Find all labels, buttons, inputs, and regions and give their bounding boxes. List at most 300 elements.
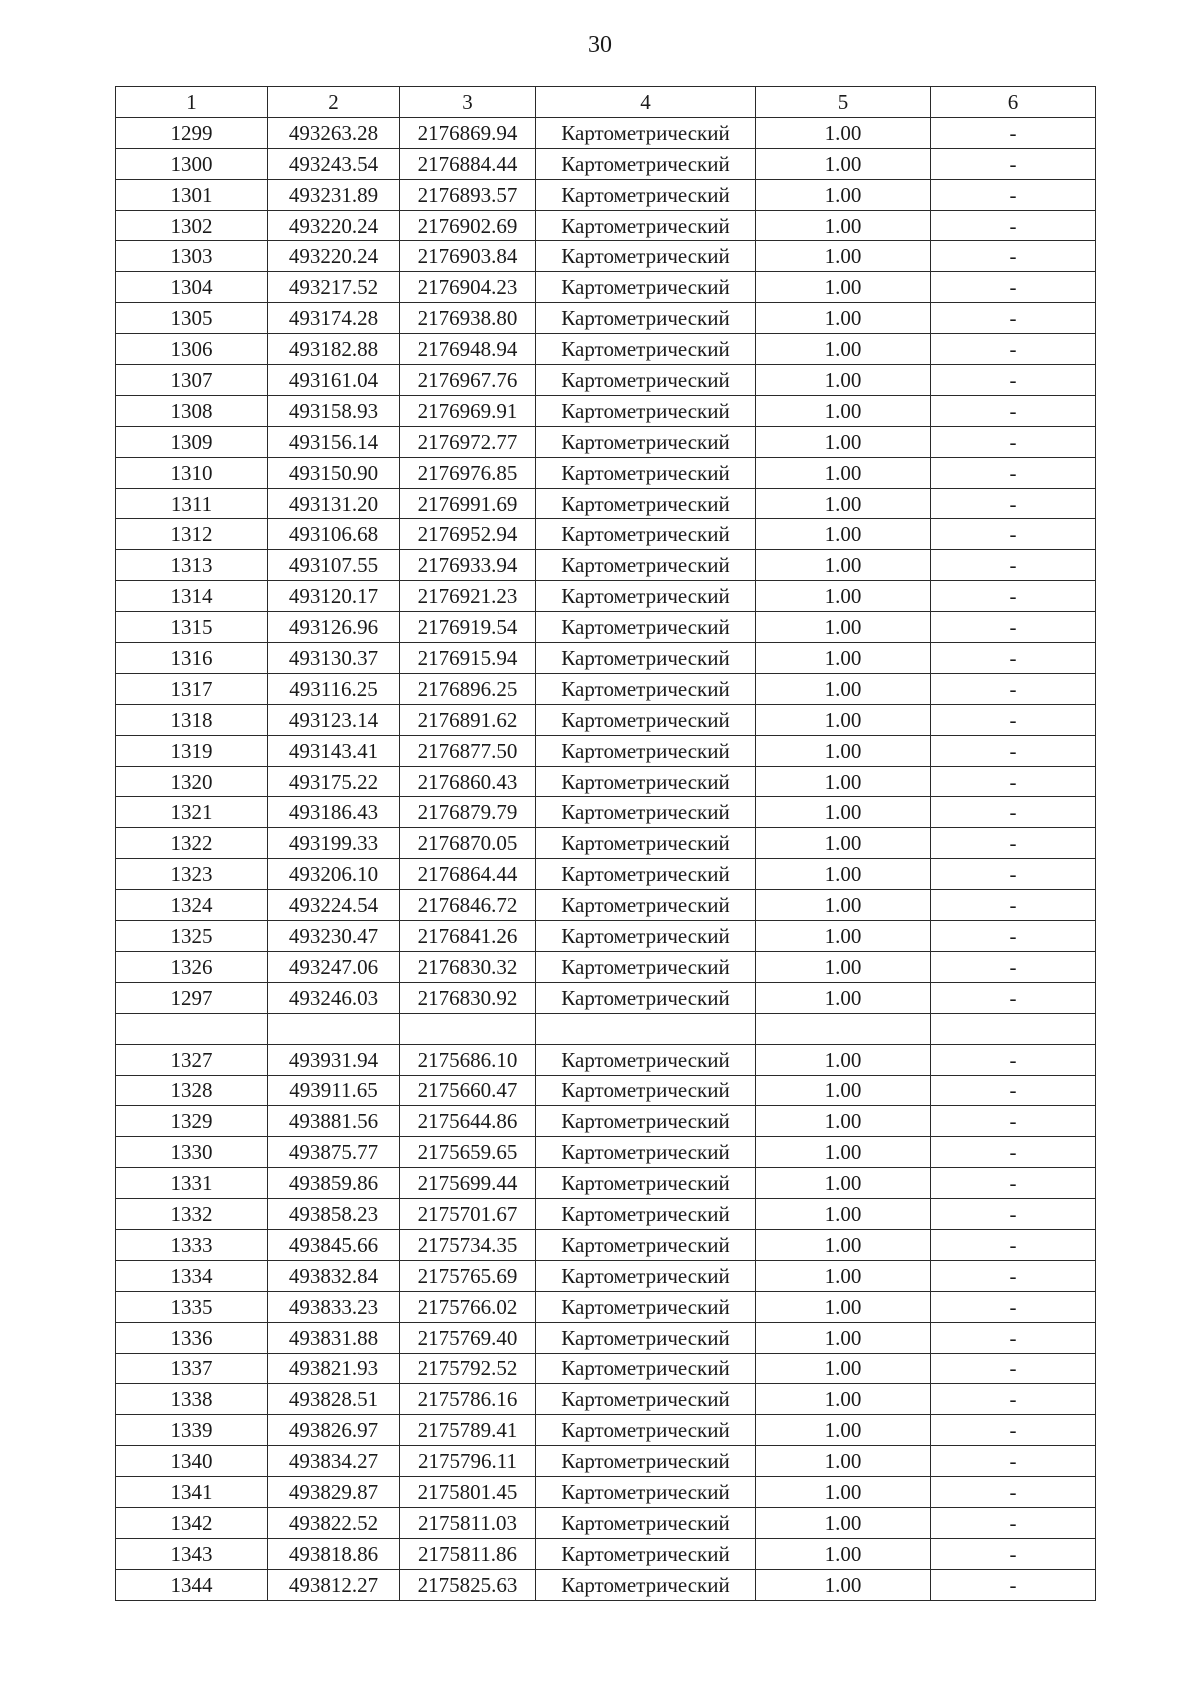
x-coordinate-cell: 493224.54 — [268, 890, 400, 921]
y-coordinate-cell: 2176830.92 — [400, 982, 536, 1013]
description-cell: - — [931, 951, 1096, 982]
y-coordinate-cell: 2176902.69 — [400, 210, 536, 241]
description-cell — [931, 1013, 1096, 1044]
method-cell: Картометрический — [536, 1415, 756, 1446]
y-coordinate-cell: 2176967.76 — [400, 365, 536, 396]
description-cell: - — [931, 1229, 1096, 1260]
accuracy-cell: 1.00 — [756, 704, 931, 735]
x-coordinate-cell: 493834.27 — [268, 1446, 400, 1477]
point-number-cell: 1344 — [116, 1569, 268, 1600]
y-coordinate-cell: 2175769.40 — [400, 1322, 536, 1353]
x-coordinate-cell: 493858.23 — [268, 1199, 400, 1230]
point-number-cell: 1316 — [116, 643, 268, 674]
description-cell: - — [931, 643, 1096, 674]
method-cell: Картометрический — [536, 1538, 756, 1569]
table-row — [116, 643, 1096, 674]
header-cell-2: 2 — [268, 87, 400, 118]
y-coordinate-cell: 2176879.79 — [400, 797, 536, 828]
y-coordinate-cell: 2175686.10 — [400, 1044, 536, 1075]
y-coordinate-cell: 2175734.35 — [400, 1229, 536, 1260]
table-row — [116, 1507, 1096, 1538]
x-coordinate-cell: 493859.86 — [268, 1168, 400, 1199]
table-row — [116, 951, 1096, 982]
point-number-cell: 1325 — [116, 921, 268, 952]
table-row — [116, 1291, 1096, 1322]
method-cell: Картометрический — [536, 457, 756, 488]
description-cell: - — [931, 1538, 1096, 1569]
accuracy-cell: 1.00 — [756, 1137, 931, 1168]
y-coordinate-cell: 2175659.65 — [400, 1137, 536, 1168]
table-row — [116, 179, 1096, 210]
y-coordinate-cell: 2176991.69 — [400, 488, 536, 519]
description-cell: - — [931, 797, 1096, 828]
table-row — [116, 797, 1096, 828]
accuracy-cell: 1.00 — [756, 612, 931, 643]
y-coordinate-cell: 2176884.44 — [400, 148, 536, 179]
description-cell: - — [931, 1477, 1096, 1508]
accuracy-cell: 1.00 — [756, 1168, 931, 1199]
x-coordinate-cell: 493826.97 — [268, 1415, 400, 1446]
accuracy-cell: 1.00 — [756, 1075, 931, 1106]
description-cell: - — [931, 735, 1096, 766]
point-number-cell: 1333 — [116, 1229, 268, 1260]
table-row — [116, 1353, 1096, 1384]
method-cell: Картометрический — [536, 859, 756, 890]
accuracy-cell: 1.00 — [756, 1538, 931, 1569]
point-number-cell: 1311 — [116, 488, 268, 519]
point-number-cell: 1303 — [116, 241, 268, 272]
table-row — [116, 982, 1096, 1013]
point-number-cell: 1329 — [116, 1106, 268, 1137]
accuracy-cell: 1.00 — [756, 1106, 931, 1137]
x-coordinate-cell: 493220.24 — [268, 210, 400, 241]
accuracy-cell: 1.00 — [756, 1044, 931, 1075]
description-cell: - — [931, 1384, 1096, 1415]
y-coordinate-cell: 2176870.05 — [400, 828, 536, 859]
table-row — [116, 210, 1096, 241]
point-number-cell: 1326 — [116, 951, 268, 982]
description-cell: - — [931, 395, 1096, 426]
method-cell: Картометрический — [536, 519, 756, 550]
description-cell: - — [931, 1260, 1096, 1291]
table-row — [116, 241, 1096, 272]
description-cell: - — [931, 272, 1096, 303]
table-row — [116, 1168, 1096, 1199]
method-cell: Картометрический — [536, 797, 756, 828]
header-cell-5: 5 — [756, 87, 931, 118]
description-cell: - — [931, 1569, 1096, 1600]
y-coordinate-cell: 2175811.86 — [400, 1538, 536, 1569]
method-cell: Картометрический — [536, 210, 756, 241]
point-number-cell: 1342 — [116, 1507, 268, 1538]
y-coordinate-cell: 2176877.50 — [400, 735, 536, 766]
description-cell: - — [931, 457, 1096, 488]
description-cell: - — [931, 766, 1096, 797]
point-number-cell: 1299 — [116, 117, 268, 148]
point-number-cell: 1324 — [116, 890, 268, 921]
description-cell: - — [931, 179, 1096, 210]
y-coordinate-cell: 2175701.67 — [400, 1199, 536, 1230]
x-coordinate-cell: 493220.24 — [268, 241, 400, 272]
table-row — [116, 1477, 1096, 1508]
x-coordinate-cell: 493881.56 — [268, 1106, 400, 1137]
table-row — [116, 117, 1096, 148]
x-coordinate-cell: 493875.77 — [268, 1137, 400, 1168]
x-coordinate-cell: 493931.94 — [268, 1044, 400, 1075]
y-coordinate-cell: 2175789.41 — [400, 1415, 536, 1446]
point-number-cell: 1301 — [116, 179, 268, 210]
table-row — [116, 921, 1096, 952]
y-coordinate-cell: 2176896.25 — [400, 673, 536, 704]
accuracy-cell: 1.00 — [756, 303, 931, 334]
accuracy-cell: 1.00 — [756, 735, 931, 766]
point-number-cell: 1341 — [116, 1477, 268, 1508]
y-coordinate-cell: 2175766.02 — [400, 1291, 536, 1322]
accuracy-cell: 1.00 — [756, 1415, 931, 1446]
table-row — [116, 612, 1096, 643]
x-coordinate-cell: 493828.51 — [268, 1384, 400, 1415]
y-coordinate-cell: 2175811.03 — [400, 1507, 536, 1538]
y-coordinate-cell: 2176952.94 — [400, 519, 536, 550]
accuracy-cell: 1.00 — [756, 241, 931, 272]
method-cell: Картометрический — [536, 426, 756, 457]
description-cell: - — [931, 1446, 1096, 1477]
point-number-cell: 1322 — [116, 828, 268, 859]
point-number-cell: 1338 — [116, 1384, 268, 1415]
method-cell: Картометрический — [536, 303, 756, 334]
x-coordinate-cell: 493175.22 — [268, 766, 400, 797]
accuracy-cell: 1.00 — [756, 859, 931, 890]
method-cell — [536, 1013, 756, 1044]
description-cell: - — [931, 1415, 1096, 1446]
y-coordinate-cell: 2176976.85 — [400, 457, 536, 488]
point-number-cell: 1330 — [116, 1137, 268, 1168]
accuracy-cell: 1.00 — [756, 1569, 931, 1600]
method-cell: Картометрический — [536, 241, 756, 272]
description-cell: - — [931, 1199, 1096, 1230]
method-cell: Картометрический — [536, 1106, 756, 1137]
table-row — [116, 1199, 1096, 1230]
description-cell: - — [931, 704, 1096, 735]
method-cell: Картометрический — [536, 334, 756, 365]
y-coordinate-cell: 2176903.84 — [400, 241, 536, 272]
x-coordinate-cell: 493150.90 — [268, 457, 400, 488]
x-coordinate-cell: 493911.65 — [268, 1075, 400, 1106]
method-cell: Картометрический — [536, 1291, 756, 1322]
accuracy-cell: 1.00 — [756, 365, 931, 396]
method-cell: Картометрический — [536, 982, 756, 1013]
y-coordinate-cell: 2176969.91 — [400, 395, 536, 426]
accuracy-cell: 1.00 — [756, 1477, 931, 1508]
x-coordinate-cell: 493230.47 — [268, 921, 400, 952]
point-number-cell: 1331 — [116, 1168, 268, 1199]
table-row — [116, 488, 1096, 519]
description-cell: - — [931, 426, 1096, 457]
description-cell: - — [931, 1137, 1096, 1168]
x-coordinate-cell: 493821.93 — [268, 1353, 400, 1384]
x-coordinate-cell: 493845.66 — [268, 1229, 400, 1260]
method-cell: Картометрический — [536, 890, 756, 921]
x-coordinate-cell: 493130.37 — [268, 643, 400, 674]
table-body — [116, 87, 1096, 1601]
table-row — [116, 550, 1096, 581]
description-cell: - — [931, 890, 1096, 921]
y-coordinate-cell: 2175786.16 — [400, 1384, 536, 1415]
header-cell-3: 3 — [400, 87, 536, 118]
y-coordinate-cell: 2175660.47 — [400, 1075, 536, 1106]
point-number-cell: 1302 — [116, 210, 268, 241]
method-cell: Картометрический — [536, 179, 756, 210]
x-coordinate-cell: 493120.17 — [268, 581, 400, 612]
point-number-cell: 1305 — [116, 303, 268, 334]
accuracy-cell: 1.00 — [756, 797, 931, 828]
method-cell: Картометрический — [536, 1446, 756, 1477]
y-coordinate-cell: 2176938.80 — [400, 303, 536, 334]
accuracy-cell: 1.00 — [756, 395, 931, 426]
y-coordinate-cell: 2175699.44 — [400, 1168, 536, 1199]
method-cell: Картометрический — [536, 1137, 756, 1168]
description-cell: - — [931, 519, 1096, 550]
method-cell: Картометрический — [536, 365, 756, 396]
description-cell: - — [931, 241, 1096, 272]
point-number-cell: 1312 — [116, 519, 268, 550]
accuracy-cell: 1.00 — [756, 457, 931, 488]
point-number-cell: 1306 — [116, 334, 268, 365]
y-coordinate-cell: 2175825.63 — [400, 1569, 536, 1600]
accuracy-cell: 1.00 — [756, 982, 931, 1013]
y-coordinate-cell: 2176921.23 — [400, 581, 536, 612]
point-number-cell: 1318 — [116, 704, 268, 735]
y-coordinate-cell: 2175765.69 — [400, 1260, 536, 1291]
x-coordinate-cell: 493182.88 — [268, 334, 400, 365]
accuracy-cell: 1.00 — [756, 334, 931, 365]
method-cell: Картометрический — [536, 828, 756, 859]
header-cell-1: 1 — [116, 87, 268, 118]
description-cell: - — [931, 921, 1096, 952]
method-cell: Картометрический — [536, 1044, 756, 1075]
table-row — [116, 1106, 1096, 1137]
description-cell: - — [931, 303, 1096, 334]
method-cell: Картометрический — [536, 1229, 756, 1260]
x-coordinate-cell: 493243.54 — [268, 148, 400, 179]
x-coordinate-cell: 493263.28 — [268, 117, 400, 148]
point-number-cell: 1297 — [116, 982, 268, 1013]
point-number-cell: 1334 — [116, 1260, 268, 1291]
accuracy-cell: 1.00 — [756, 117, 931, 148]
method-cell: Картометрический — [536, 1384, 756, 1415]
accuracy-cell: 1.00 — [756, 643, 931, 674]
header-cell-4: 4 — [536, 87, 756, 118]
header-cell-6: 6 — [931, 87, 1096, 118]
accuracy-cell: 1.00 — [756, 1384, 931, 1415]
page-number: 30 — [588, 32, 612, 58]
table-row — [116, 1538, 1096, 1569]
point-number-cell: 1337 — [116, 1353, 268, 1384]
table-row — [116, 828, 1096, 859]
method-cell: Картометрический — [536, 117, 756, 148]
description-cell: - — [931, 1507, 1096, 1538]
point-number-cell: 1343 — [116, 1538, 268, 1569]
method-cell: Картометрический — [536, 1322, 756, 1353]
accuracy-cell: 1.00 — [756, 426, 931, 457]
table-row — [116, 1322, 1096, 1353]
method-cell: Картометрический — [536, 148, 756, 179]
table-row — [116, 519, 1096, 550]
table-row — [116, 1044, 1096, 1075]
x-coordinate-cell: 493156.14 — [268, 426, 400, 457]
method-cell: Картометрический — [536, 643, 756, 674]
point-number-cell — [116, 1013, 268, 1044]
table-row — [116, 1260, 1096, 1291]
description-cell: - — [931, 1353, 1096, 1384]
y-coordinate-cell: 2176933.94 — [400, 550, 536, 581]
y-coordinate-cell: 2176869.94 — [400, 117, 536, 148]
x-coordinate-cell: 493107.55 — [268, 550, 400, 581]
y-coordinate-cell: 2176893.57 — [400, 179, 536, 210]
accuracy-cell: 1.00 — [756, 519, 931, 550]
y-coordinate-cell: 2176830.32 — [400, 951, 536, 982]
table-row — [116, 1415, 1096, 1446]
description-cell: - — [931, 210, 1096, 241]
point-number-cell: 1309 — [116, 426, 268, 457]
description-cell: - — [931, 612, 1096, 643]
x-coordinate-cell: 493143.41 — [268, 735, 400, 766]
point-number-cell: 1320 — [116, 766, 268, 797]
x-coordinate-cell: 493199.33 — [268, 828, 400, 859]
accuracy-cell: 1.00 — [756, 1260, 931, 1291]
x-coordinate-cell: 493829.87 — [268, 1477, 400, 1508]
point-number-cell: 1304 — [116, 272, 268, 303]
accuracy-cell: 1.00 — [756, 921, 931, 952]
table-row — [116, 1569, 1096, 1600]
point-number-cell: 1327 — [116, 1044, 268, 1075]
accuracy-cell: 1.00 — [756, 148, 931, 179]
point-number-cell: 1308 — [116, 395, 268, 426]
method-cell: Картометрический — [536, 1199, 756, 1230]
point-number-cell: 1317 — [116, 673, 268, 704]
table-row — [116, 272, 1096, 303]
x-coordinate-cell: 493818.86 — [268, 1538, 400, 1569]
y-coordinate-cell: 2176891.62 — [400, 704, 536, 735]
x-coordinate-cell — [268, 1013, 400, 1044]
accuracy-cell: 1.00 — [756, 550, 931, 581]
table-row — [116, 1446, 1096, 1477]
table-row — [116, 1229, 1096, 1260]
method-cell: Картометрический — [536, 673, 756, 704]
point-number-cell: 1315 — [116, 612, 268, 643]
x-coordinate-cell: 493832.84 — [268, 1260, 400, 1291]
method-cell: Картометрический — [536, 272, 756, 303]
point-number-cell: 1319 — [116, 735, 268, 766]
accuracy-cell: 1.00 — [756, 1199, 931, 1230]
table-row — [116, 334, 1096, 365]
table-row — [116, 1075, 1096, 1106]
accuracy-cell: 1.00 — [756, 951, 931, 982]
description-cell: - — [931, 148, 1096, 179]
table-row — [116, 766, 1096, 797]
description-cell: - — [931, 1106, 1096, 1137]
table-row — [116, 859, 1096, 890]
description-cell: - — [931, 1168, 1096, 1199]
description-cell: - — [931, 334, 1096, 365]
accuracy-cell: 1.00 — [756, 1507, 931, 1538]
x-coordinate-cell: 493217.52 — [268, 272, 400, 303]
point-number-cell: 1332 — [116, 1199, 268, 1230]
x-coordinate-cell: 493161.04 — [268, 365, 400, 396]
description-cell: - — [931, 550, 1096, 581]
method-cell: Картометрический — [536, 1168, 756, 1199]
accuracy-cell: 1.00 — [756, 828, 931, 859]
method-cell: Картометрический — [536, 1507, 756, 1538]
x-coordinate-cell: 493206.10 — [268, 859, 400, 890]
point-number-cell: 1323 — [116, 859, 268, 890]
accuracy-cell: 1.00 — [756, 1322, 931, 1353]
table-row — [116, 148, 1096, 179]
x-coordinate-cell: 493174.28 — [268, 303, 400, 334]
y-coordinate-cell: 2176948.94 — [400, 334, 536, 365]
accuracy-cell: 1.00 — [756, 581, 931, 612]
y-coordinate-cell: 2176846.72 — [400, 890, 536, 921]
y-coordinate-cell: 2176860.43 — [400, 766, 536, 797]
accuracy-cell: 1.00 — [756, 179, 931, 210]
x-coordinate-cell: 493231.89 — [268, 179, 400, 210]
description-cell: - — [931, 581, 1096, 612]
table-row — [116, 426, 1096, 457]
y-coordinate-cell: 2176864.44 — [400, 859, 536, 890]
table-row — [116, 457, 1096, 488]
point-number-cell: 1328 — [116, 1075, 268, 1106]
accuracy-cell: 1.00 — [756, 673, 931, 704]
y-coordinate-cell: 2175796.11 — [400, 1446, 536, 1477]
method-cell: Картометрический — [536, 704, 756, 735]
method-cell: Картометрический — [536, 766, 756, 797]
accuracy-cell: 1.00 — [756, 210, 931, 241]
x-coordinate-cell: 493158.93 — [268, 395, 400, 426]
y-coordinate-cell: 2176972.77 — [400, 426, 536, 457]
accuracy-cell: 1.00 — [756, 488, 931, 519]
method-cell: Картометрический — [536, 951, 756, 982]
method-cell: Картометрический — [536, 735, 756, 766]
description-cell: - — [931, 982, 1096, 1013]
description-cell: - — [931, 1291, 1096, 1322]
y-coordinate-cell: 2175644.86 — [400, 1106, 536, 1137]
x-coordinate-cell: 493822.52 — [268, 1507, 400, 1538]
accuracy-cell: 1.00 — [756, 1353, 931, 1384]
x-coordinate-cell: 493812.27 — [268, 1569, 400, 1600]
point-number-cell: 1336 — [116, 1322, 268, 1353]
description-cell: - — [931, 1322, 1096, 1353]
point-number-cell: 1335 — [116, 1291, 268, 1322]
point-number-cell: 1321 — [116, 797, 268, 828]
method-cell: Картометрический — [536, 1477, 756, 1508]
y-coordinate-cell: 2175792.52 — [400, 1353, 536, 1384]
method-cell: Картометрический — [536, 612, 756, 643]
x-coordinate-cell: 493106.68 — [268, 519, 400, 550]
table-row — [116, 890, 1096, 921]
x-coordinate-cell: 493246.03 — [268, 982, 400, 1013]
accuracy-cell: 1.00 — [756, 1229, 931, 1260]
point-number-cell: 1310 — [116, 457, 268, 488]
method-cell: Картометрический — [536, 1075, 756, 1106]
y-coordinate-cell — [400, 1013, 536, 1044]
point-number-cell: 1313 — [116, 550, 268, 581]
method-cell: Картометрический — [536, 1260, 756, 1291]
accuracy-cell: 1.00 — [756, 1291, 931, 1322]
description-cell: - — [931, 859, 1096, 890]
table-row — [116, 1013, 1096, 1044]
table-row — [116, 1137, 1096, 1168]
description-cell: - — [931, 488, 1096, 519]
